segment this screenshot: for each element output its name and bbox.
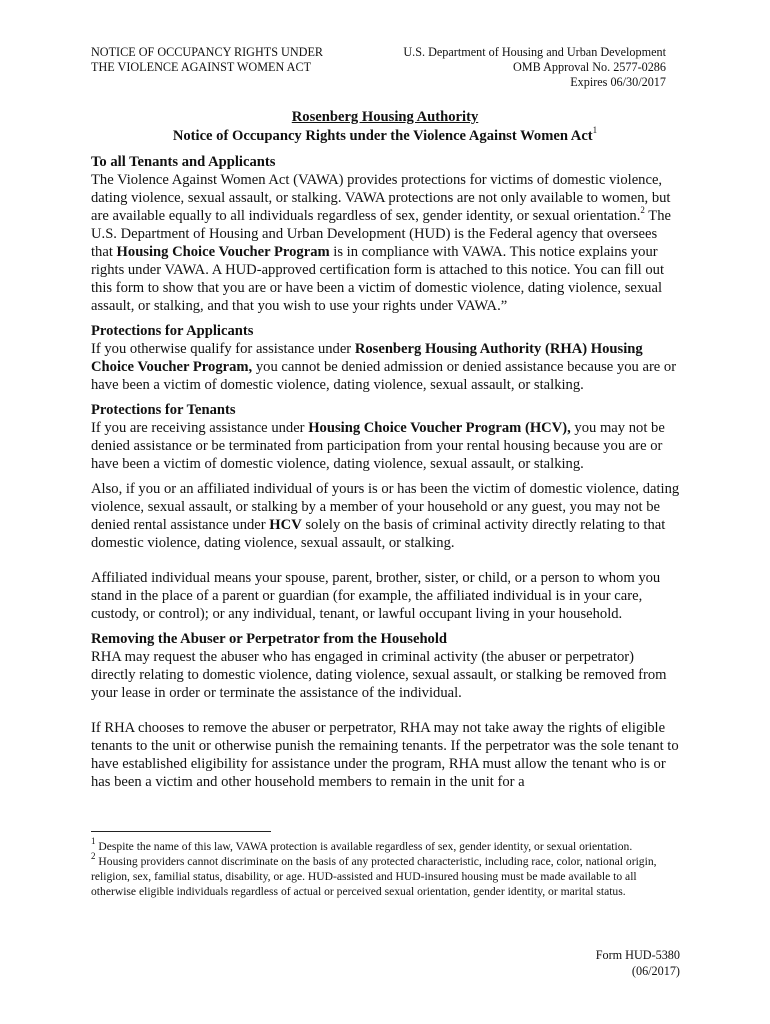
text-run: If you otherwise qualify for assistance under (91, 341, 355, 357)
paragraph-intro (91, 171, 681, 315)
paragraph-removing-1: RHA may request the abuser who has engaged in criminal activity (the abuser or perpetrator) directly relating to domestic violence, dating violence, sexual assault, or stalking be removed from your lease in order or terminate the assistance of the individual. (91, 649, 667, 701)
header-right (360, 45, 666, 90)
program-name: Rosenberg Housing Authority (RHA) Housing Choice Voucher Program, (91, 341, 643, 375)
footnotes (91, 836, 681, 899)
form-identifier (560, 947, 680, 979)
section-heading-tenants: Protections for Tenants (91, 402, 236, 418)
document-title (91, 108, 679, 146)
paragraph-removing-2: If RHA chooses to remove the abuser or perpetrator, RHA may not take away the rights of eligible tenants to the unit or otherwise punish the remaining tenants. If the perpetrator was the sole tenant to have established eligibility for assistance under the program, RHA must allow the tenant who is or has been a victim and other household members to remain in the unit for a (91, 720, 679, 790)
header-left (91, 45, 391, 75)
text-run: The Violence Against Women Act (VAWA) provides protections for victims of domestic violence, dating violence, sexual assault, or stalking. VAWA protections are not only available to women, but are available equally to all individuals regardless of sex, gender identity, or sexual orientation. (91, 172, 671, 224)
text-run: Also, if you or an affiliated individual of yours is or has been the victim of domestic violence, dating violence, sexual assault, or stalking by a member of your household or any guest, you may not be denied rental assistance under (91, 481, 680, 533)
section-heading-removing: Removing the Abuser or Perpetrator from the Household (91, 631, 448, 647)
footnote-ref-1: 1 (592, 125, 598, 136)
text-run: you cannot be denied admission or denied assistance because you are or have been a victim of domestic violence, dating violence, sexual assault, or stalking. (91, 359, 677, 393)
header-form-title-line1: NOTICE OF OCCUPANCY RIGHTS UNDER (91, 45, 324, 59)
text-run: solely on the basis of criminal activity directly relating to that domestic violence, dating violence, sexual assault, or stalking. (91, 517, 666, 551)
footnote-divider (91, 831, 271, 832)
header-expiration: Expires 06/30/2017 (570, 75, 666, 89)
header-omb-number: OMB Approval No. 2577-0286 (512, 60, 666, 74)
program-name: Housing Choice Voucher Program (HCV), (308, 420, 571, 436)
footnote-2 (91, 851, 681, 899)
section-heading-all: To all Tenants and Applicants (91, 154, 276, 170)
form-number: Form HUD-5380 (595, 948, 680, 962)
footnote-number: 2 (91, 851, 96, 862)
form-date: (06/2017) (631, 964, 680, 978)
footnote-ref-2: 2 (640, 205, 645, 216)
footnote-number: 1 (91, 836, 96, 847)
notice-title-text: Notice of Occupancy Rights under the Violence Against Women Act (172, 128, 593, 144)
footnote-1 (91, 836, 681, 854)
organization-name: Rosenberg Housing Authority (291, 109, 479, 125)
text-run: The U.S. Department of Housing and Urban Development (HUD) is the Federal agency that oversees that (91, 208, 671, 260)
paragraph-applicants (91, 340, 681, 394)
paragraph-tenants-2 (91, 480, 681, 552)
footnote-text: Despite the name of this law, VAWA protection is available regardless of sex, gender identity, or sexual orientation. (95, 840, 633, 853)
text-run: is in compliance with VAWA. This notice explains your rights under VAWA. A HUD-approved certification form is attached to this notice. You can fill out this form to show that you are or have been a victim of domestic violence, dating violence, sexual assault, or stalking, and that you wish to use your rights under VAWA.” (91, 244, 665, 314)
paragraph-tenants-1 (91, 419, 681, 473)
paragraph-affiliated-individual: Affiliated individual means your spouse, parent, brother, sister, or child, or a person to whom you stand in the place of a parent or guardian (for example, the affiliated individual is in your care, custody, or control); or any individual, tenant, or lawful occupant living in your household. (91, 570, 661, 622)
document-body (91, 153, 681, 791)
text-run: you may not be denied assistance or be terminated from participation from your rental housing because you are or have been a victim of domestic violence, dating violence, sexual assault, or stalking. (91, 420, 665, 472)
program-name: HCV (269, 517, 302, 533)
header-form-title-line2: THE VIOLENCE AGAINST WOMEN ACT (91, 60, 312, 74)
header-agency: U.S. Department of Housing and Urban Development (403, 45, 666, 59)
section-heading-applicants: Protections for Applicants (91, 323, 254, 339)
notice-title (91, 127, 679, 146)
program-name: Housing Choice Voucher Program (116, 244, 330, 260)
footnote-text: Housing providers cannot discriminate on the basis of any protected characteristic, including race, color, national origin, religion, sex, familial status, disability, or age. HUD-assisted and HUD-insured housing must be made available to all otherwise eligible individuals regardless of actual or perceived sexual orientation, gender identity, or marital status. (91, 855, 657, 898)
text-run: If you are receiving assistance under (91, 420, 309, 436)
